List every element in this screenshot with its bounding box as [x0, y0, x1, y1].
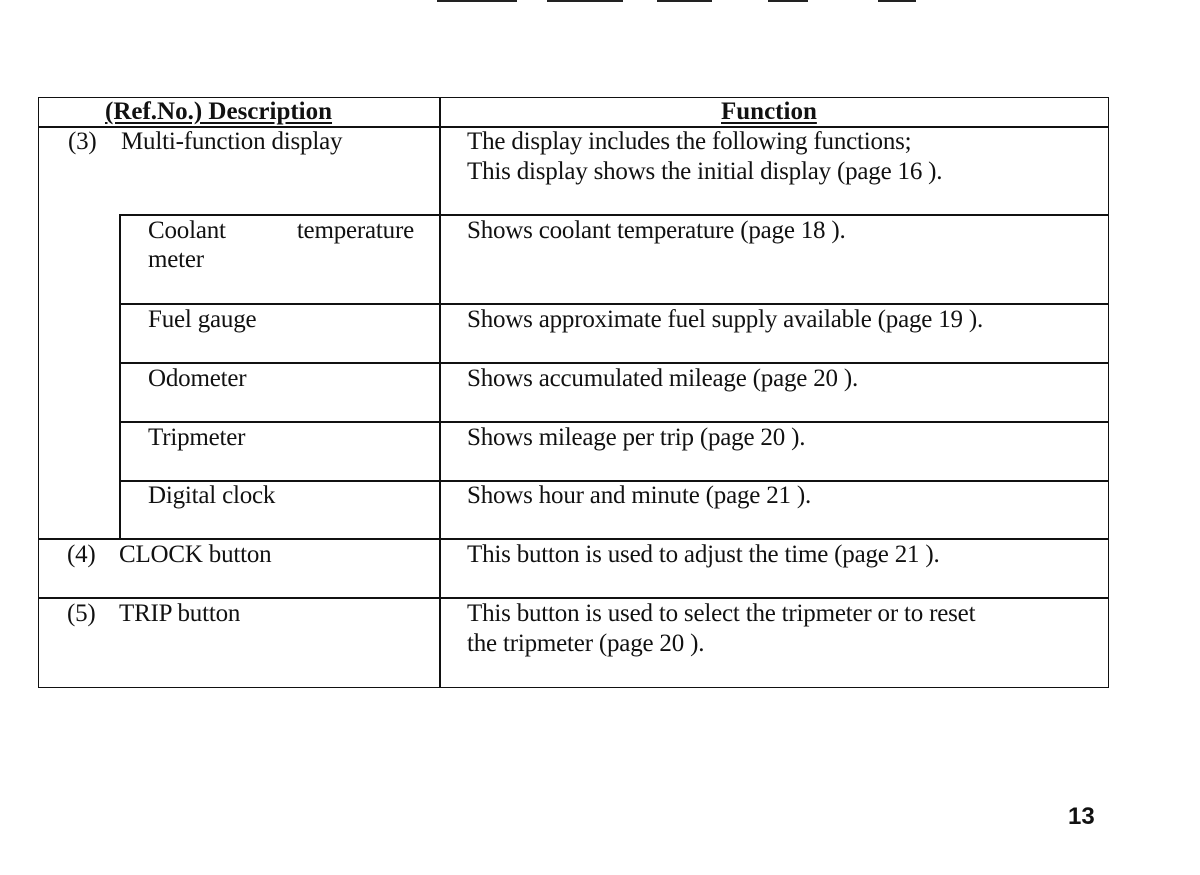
row-description: Digital clock: [148, 482, 276, 509]
row-function-line: Shows coolant temperature (page 18 ).: [467, 217, 846, 244]
row-function-line: The display includes the following functions;: [467, 128, 912, 155]
row-description: Fuel gauge: [148, 306, 257, 333]
row-description: [148, 216, 414, 246]
page-number: 13: [1068, 803, 1095, 830]
top-rule: [768, 0, 808, 2]
row-function-line: This button is used to adjust the time (page 21 ).: [467, 541, 940, 568]
row-description-word: temperature: [296, 217, 414, 244]
row-ref: (3): [68, 128, 97, 155]
row-ref: (5): [67, 600, 96, 627]
top-rule: [437, 0, 517, 2]
row-function-line: Shows mileage per trip (page 20 ).: [467, 424, 806, 451]
row-function-line: Shows approximate fuel supply available (page 19 ).: [467, 306, 984, 333]
row-description-word: Coolant: [148, 217, 226, 244]
row-function-line: Shows hour and minute (page 21 ).: [467, 482, 812, 509]
header-description: (Ref.No.) Description: [105, 98, 333, 125]
subrow-indent-line: [119, 214, 121, 538]
column-divider: [439, 98, 441, 687]
row-ref: (4): [67, 541, 96, 568]
row-function-line: This display shows the initial display (page 16 ).: [467, 158, 943, 185]
top-rule: [547, 0, 623, 2]
row-description: CLOCK button: [119, 541, 272, 568]
row-description: Multi-function display: [121, 128, 343, 155]
top-rule: [657, 0, 712, 2]
row-description: Tripmeter: [148, 424, 246, 451]
row-description: Odometer: [148, 365, 247, 392]
row-description: meter: [148, 246, 204, 273]
top-rule: [878, 0, 916, 2]
row-function-line: This button is used to select the tripmeter or to reset: [467, 600, 976, 627]
controls-table: [38, 97, 1109, 688]
header-function: Function: [721, 98, 817, 125]
row-function-line: Shows accumulated mileage (page 20 ).: [467, 365, 859, 392]
row-function-line: the tripmeter (page 20 ).: [467, 630, 705, 657]
row-description: TRIP button: [119, 600, 241, 627]
